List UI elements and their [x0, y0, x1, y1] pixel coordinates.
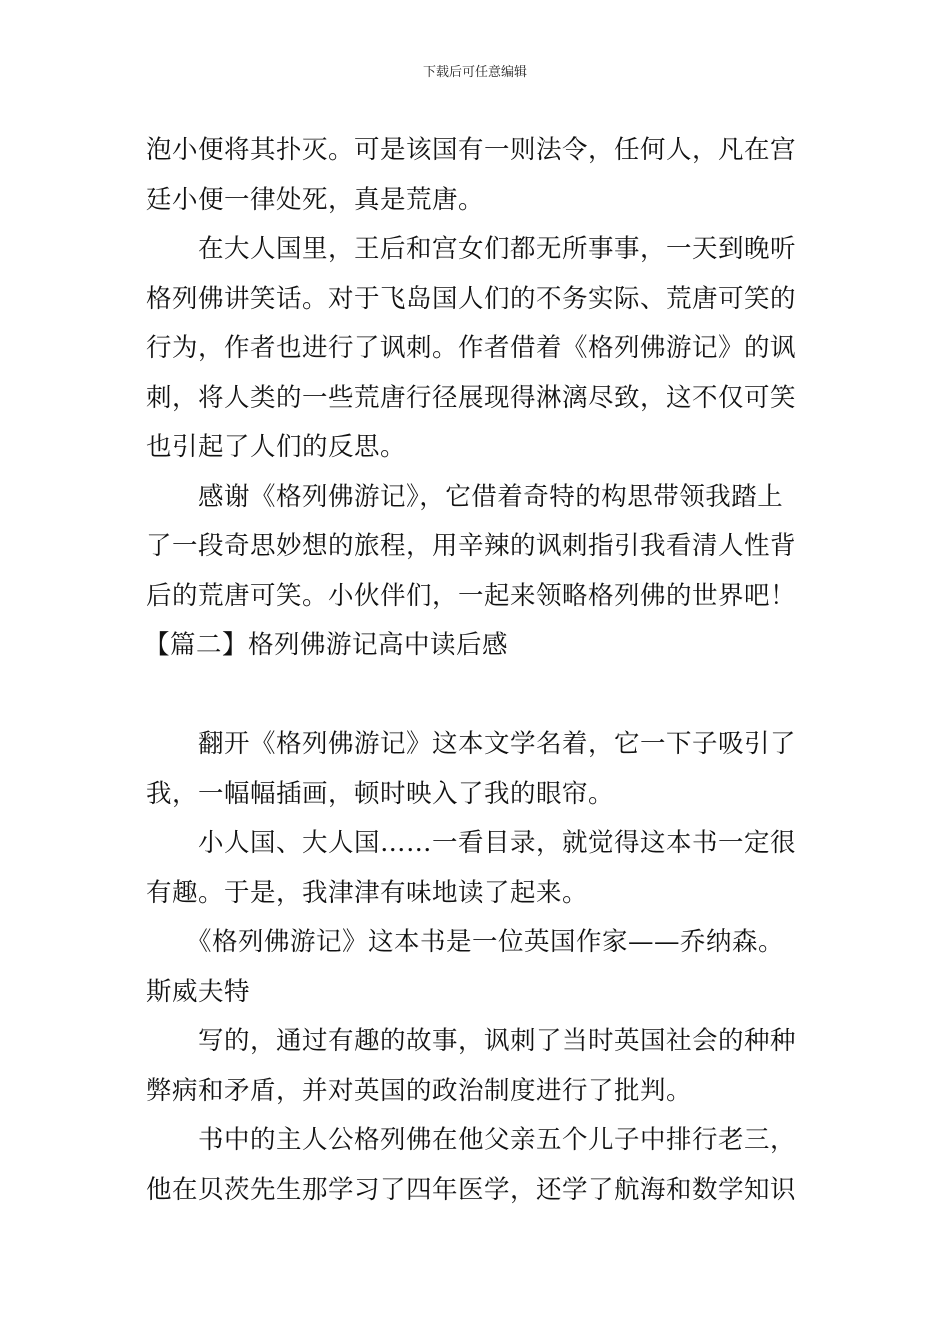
text-line: 斯威夫特 [146, 976, 251, 1007]
text-line: 刺，将人类的一些荒唐行径展现得淋漓尽致，这不仅可笑 [146, 382, 797, 413]
text-line: 我，一幅幅插画，顿时映入了我的眼帘。 [146, 778, 615, 809]
text-line: 廷小便一律处死，真是荒唐。 [146, 184, 485, 215]
text-line: 也引起了人们的反思。 [146, 432, 407, 462]
text-line: 有趣。于是，我津津有味地读了起来。 [146, 877, 589, 908]
text-line: 格列佛讲笑话。对于飞岛国人们的不务实际、荒唐可笑的 [146, 283, 797, 314]
text-line: 行为，作者也进行了讽刺。作者借着《格列佛游记》的讽 [146, 333, 797, 363]
paragraph-start-line: 感谢《格列佛游记》，它借着奇特的构思带领我踏上 [198, 481, 784, 512]
paragraph-start-line: 小人国、大人国……一看目录，就觉得这本书一定很 [198, 828, 797, 858]
page-header: 下载后可任意编辑 [422, 65, 527, 80]
paragraph-start-line: 翻开《格列佛游记》这本文学名着，它一下子吸引了 [198, 729, 797, 759]
text-line: 泡小便将其扑灭。可是该国有一则法令，任何人，凡在宫 [146, 135, 797, 165]
text-line: 他在贝茨先生那学习了四年医学，还学了航海和数学知识 [146, 1174, 797, 1205]
paragraph-start-line: 在大人国里，王后和宫女们都无所事事，一天到晚听 [198, 234, 797, 264]
paragraph-start-line: 写的，通过有趣的故事，讽刺了当时英国社会的种种 [198, 1026, 797, 1056]
text-line: 后的荒唐可笑。小伙伴们，一起来领略格列佛的世界吧！ [146, 580, 797, 611]
blank-line [146, 671, 810, 721]
text-line: 弊病和矛盾，并对英国的政治制度进行了批判。 [146, 1075, 693, 1106]
paragraph-start-line: 《格列佛游记》这本书是一位英国作家——乔纳森。 [186, 927, 785, 957]
text-line: 了一段奇思妙想的旅程，用辛辣的讽刺指引我看清人性背 [146, 531, 797, 561]
document-body [146, 126, 810, 1215]
paragraph-start-line: 书中的主人公格列佛在他父亲五个儿子中排行老三， [198, 1125, 797, 1155]
section-heading: 【篇二】格列佛游记高中读后感 [144, 630, 509, 660]
